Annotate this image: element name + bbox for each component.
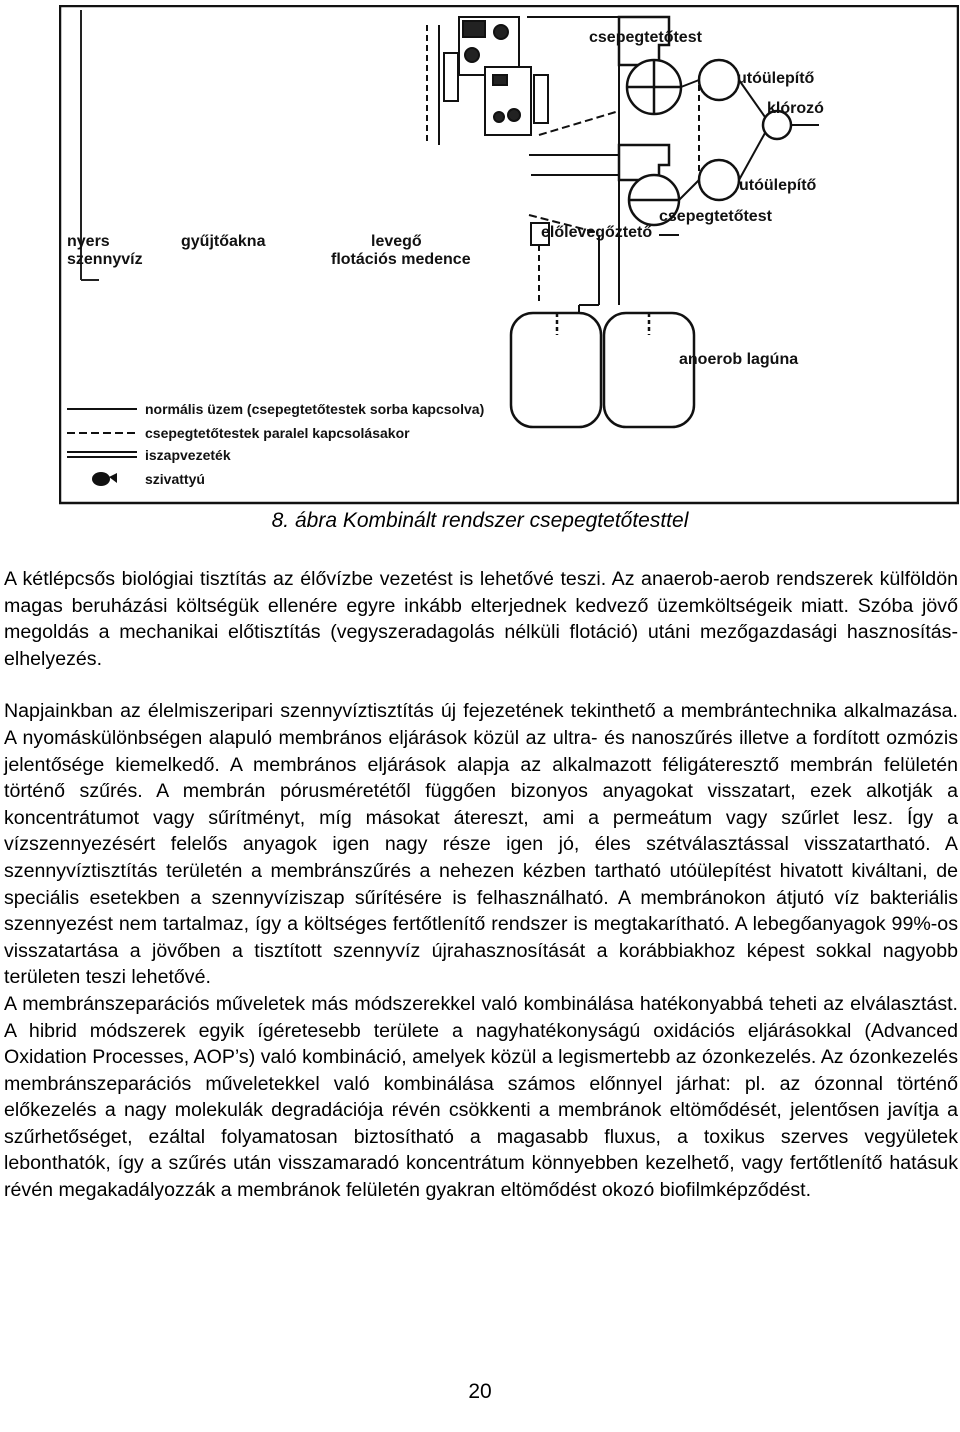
legend-normal: normális üzem (csepegtetőtestek sorba kapcsolva) [145, 401, 485, 417]
label-anaerob-laguna: anoerob lagúna [679, 351, 799, 368]
flotation-unit [444, 17, 548, 135]
label-nyers: nyers [67, 233, 110, 250]
label-csepegteto-top: csepegtetőtest [589, 29, 702, 46]
legend-pump: szivattyú [145, 471, 205, 487]
label-gyujtoakna: gyűjtőakna [181, 233, 266, 250]
figure-caption: 8. ábra Kombinált rendszer csepegtetőtesttel [271, 509, 689, 532]
label-levego: levegő [371, 233, 422, 250]
legend-parallel: csepegtetőtestek paralel kapcsolásakor [145, 425, 410, 441]
anaerobic-lagoon [511, 313, 694, 427]
label-elolevegozteto: előlevegőztető [541, 224, 653, 241]
clarifier-2 [699, 160, 739, 200]
label-szennyviz: szennyvíz [67, 251, 143, 268]
clarifier-1 [699, 60, 739, 100]
body-text [4, 566, 958, 1204]
page-number: 20 [468, 1380, 492, 1403]
label-flotacios-medence: flotációs medence [331, 251, 471, 268]
legend-sludge: iszapvezeték [145, 447, 231, 463]
paragraph-2: Napjainkban az élelmiszeripari szennyvíztisztítás új fejezetének tekinthető a membrántechnika alkalmazása. A nyomáskülönbségen alapuló membrános eljárások közül az ultra- és nanoszűrés illetve a fordított ozmózis jelentősége kiemelkedő. A membrános eljárások alapja az alkalmazott féligáteresztő membrán felületén történő szűrés. A membrán pórusméretétől függően bizonyos anyagokat visszatart, ezek alkotják a koncentrátumot vagy sűrítményt, míg másokat átereszt, ami a permeátum vagy szűrlet lesz. Így a vízszennyezésért felelős anyagok igen nagy része igen jó, éles szétválasztással visszatartható. A szennyvíztisztítás területén a membránszűrés a nehezen kézben tartható utóülepítést hivatott kiváltani, de speciális esetekben a szennyvíziszap sűrítésére is felhasználható. A membránokon átjutó víz bakteriális szennyezést nem tartalmaz, így a költséges fertőtlenítő rendszer is megtakarítható. A lebegőanyagok 99%-os visszatartása a jövőben a tisztított szennyvíz újrahasznosítását a korábbiakhoz képest sokkal nagyobb területen teszi lehetővé. [4, 700, 958, 989]
label-csepegteto-bottom: csepegtetőtest [659, 208, 772, 225]
label-utoulepito-1: utóülepítő [737, 70, 815, 87]
legend-samples [67, 409, 137, 457]
paragraph-3: A membránszeparációs műveletek más módszerekkel való kombinálása hatékonyabbá teheti az elválasztást. A hibrid módszerek egyik ígéretesebb területe a nagyhatékonyságú oxidációs eljárásokkal (Advanced Oxidation Processes, AOP’s) való kombináció, amelyek közül a legismertebb az ózonkezelés. Az ózonkezelés membránszeparációs műveletekkel való kombinálása számos előnnyel járhat: pl. az ózonnal történő előkezelés a nagy molekulák degradációja révén csökkenti a membránok eltömődését, jelentősen javítja a szűrhetőséget, ezáltal folyamatosan biztosítható a magasabb fluxus, a toxikus szerves vegyületek lebonthatók, így a szűrés után visszamaradó koncentrátum könnyebben kezelhető, vagy fertőtlenítő hatásuk révén megakadályozzák a membránok felületén gyakran eltömődést okozó biofilmképződést. [4, 992, 958, 1202]
label-utoulepito-2: utóülepítő [739, 177, 817, 194]
paragraph-1: A kétlépcsős biológiai tisztítás az élővízbe vezetést is lehetővé teszi. Az anaerob-aerob rendszerek külföldön magas beruházási költségük ellenére egyre inkább elterjednek kedvező üzemköltségeik miatt. Szóba jövő megoldás a mechanikai előtisztítás (vegyszeradagolás nélküli flotáció) utáni mezőgazdasági hasznosítás-elhelyezés. [4, 568, 958, 670]
label-klorozo: klórozó [767, 100, 824, 117]
process-diagram [59, 5, 959, 505]
pump-icon [92, 472, 117, 486]
